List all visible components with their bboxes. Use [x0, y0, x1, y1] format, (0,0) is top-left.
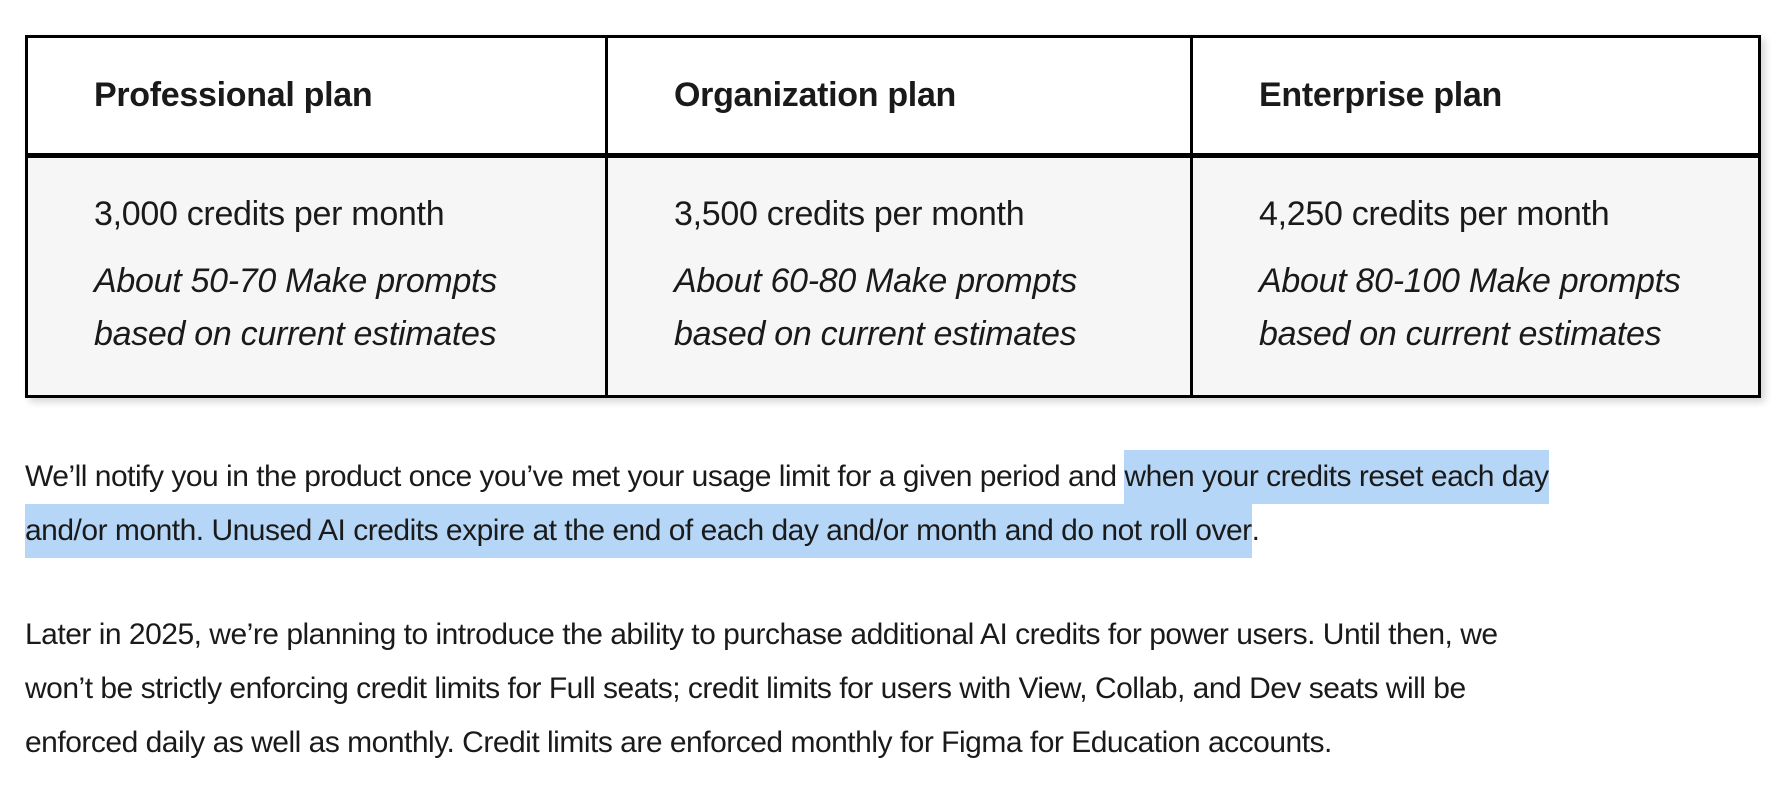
paragraph-line	[25, 608, 1755, 662]
highlighted-text: and/or month. Unused AI credits expire at the end of each day and/or month and do not roll over	[25, 504, 1252, 558]
pricing-table-header	[28, 38, 1758, 158]
plan-name-organization: Organization plan	[674, 76, 957, 114]
header-cell-organization	[605, 38, 1190, 158]
table-body-row	[28, 158, 1758, 395]
body-cell-professional	[28, 158, 605, 395]
paragraph-line	[25, 450, 1755, 504]
body-cell-organization	[605, 158, 1190, 395]
paragraph-line	[25, 662, 1755, 716]
credits-estimate-note: About 60-80 Make prompts based on current estimates	[674, 261, 1077, 353]
table-header-row	[28, 38, 1758, 158]
text-segment: Later in 2025, we’re planning to introduce the ability to purchase additional AI credits for power users. Until then, we	[25, 618, 1498, 651]
paragraph-line	[25, 504, 1755, 558]
text-segment: won’t be strictly enforcing credit limits for Full seats; credit limits for users with View, Collab, and Dev seats will be	[25, 672, 1466, 705]
credits-amount: 3,000 credits per month	[94, 194, 445, 233]
body-cell-enterprise	[1190, 158, 1758, 395]
plan-name-enterprise: Enterprise plan	[1259, 76, 1503, 114]
credits-amount: 3,500 credits per month	[674, 194, 1025, 233]
text-segment: We’ll notify you in the product once you’ve met your usage limit for a given period and	[25, 460, 1125, 493]
credits-estimate-note: About 50-70 Make prompts based on current estimates	[94, 261, 497, 353]
highlighted-text: when your credits reset each day	[1124, 450, 1548, 504]
paragraph-future-plans	[25, 608, 1755, 770]
paragraph-usage-limits	[25, 450, 1755, 558]
credits-estimate-note: About 80-100 Make prompts based on current estimates	[1259, 261, 1681, 353]
credits-amount: 4,250 credits per month	[1259, 194, 1610, 233]
text-segment: .	[1251, 514, 1260, 547]
header-cell-enterprise	[1190, 38, 1758, 158]
header-cell-professional	[28, 38, 605, 158]
pricing-table-body	[28, 158, 1758, 395]
plan-name-professional: Professional plan	[94, 76, 373, 114]
text-segment: enforced daily as well as monthly. Credit limits are enforced monthly for Figma for Education accounts.	[25, 726, 1332, 759]
paragraph-line	[25, 716, 1755, 770]
pricing-table	[25, 35, 1761, 398]
